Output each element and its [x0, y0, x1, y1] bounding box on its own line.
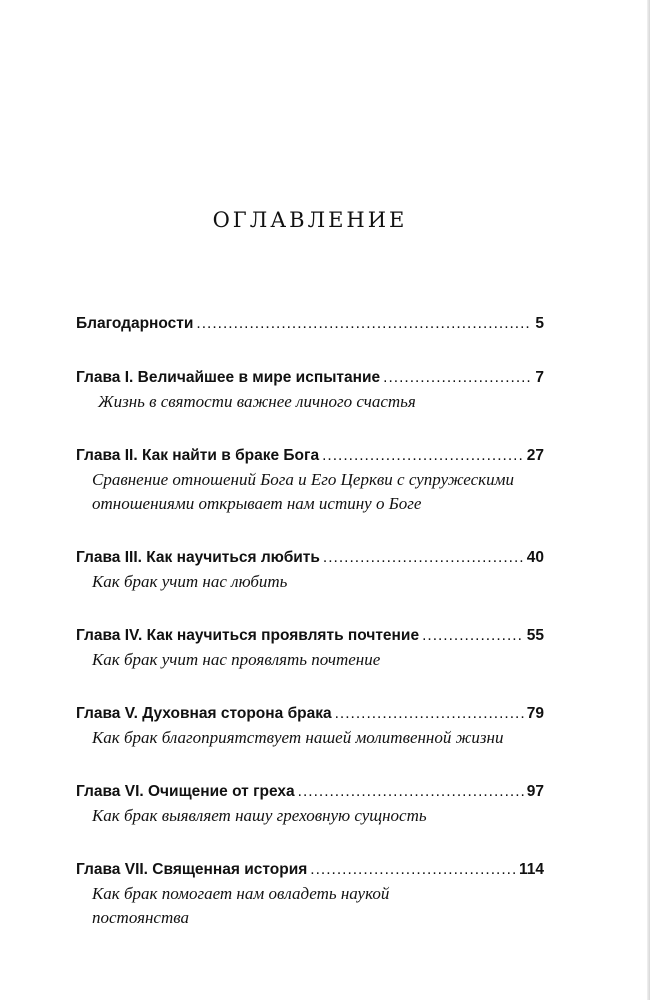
toc-entry-page-number: 40 [526, 549, 544, 566]
toc-entry-chapter-7[interactable] [76, 858, 544, 930]
toc-entry-title: Глава V. Духовная сторона брака [76, 705, 332, 722]
toc-entry-page-number: 7 [535, 369, 544, 386]
table-of-contents [76, 312, 544, 960]
dot-leader [383, 366, 532, 390]
toc-entry-line [76, 624, 544, 648]
toc-entry-title: Глава I. Величайшее в мире испытание [76, 369, 381, 386]
toc-entry-line [76, 780, 544, 804]
toc-entry-page-number: 55 [526, 627, 544, 644]
toc-entry-subtitle: Как брак учит нас проявлять почтение [92, 650, 381, 669]
page-title: ОГЛАВЛЕНИЕ [212, 208, 408, 232]
dot-leader [196, 312, 532, 336]
toc-entry-line [76, 546, 544, 570]
toc-entry-chapter-5[interactable] [76, 702, 544, 750]
toc-entry-subtitle: Сравнение отношений Бога и Его Церкви с супружескими отношениями открывает нам истину о Боге [92, 470, 514, 513]
toc-entry-line [76, 858, 544, 882]
toc-entry-chapter-2[interactable] [76, 444, 544, 516]
dot-leader [298, 780, 524, 804]
toc-entry-page-number: 97 [526, 783, 544, 800]
dot-leader [323, 546, 524, 570]
toc-entry-line [76, 702, 544, 726]
toc-entry-acknowledgements[interactable] [76, 312, 544, 336]
toc-entry-chapter-4[interactable] [76, 624, 544, 672]
toc-entry-chapter-6[interactable] [76, 780, 544, 828]
toc-entry-subtitle: Как брак выявляет нашу греховную сущность [92, 806, 427, 825]
toc-entry-title: Глава IV. Как научиться проявлять почтение [76, 627, 420, 644]
toc-entry-title: Глава VII. Священная история [76, 861, 308, 878]
dot-leader [422, 624, 524, 648]
toc-entry-subtitle: Как брак помогает нам овладеть наукой постоянства [92, 884, 390, 927]
toc-entry-line [76, 312, 544, 336]
dot-leader [310, 858, 516, 882]
toc-entry-page-number: 114 [518, 861, 544, 878]
toc-entry-title: Глава VI. Очищение от греха [76, 783, 295, 800]
toc-entry-chapter-1[interactable] [76, 366, 544, 414]
dot-leader [322, 444, 524, 468]
toc-entry-page-number: 27 [526, 447, 544, 464]
toc-entry-line [76, 444, 544, 468]
toc-entry-subtitle: Как брак благоприятствует нашей молитвенной жизни [92, 728, 504, 747]
toc-entry-title: Благодарности [76, 315, 194, 332]
toc-entry-line [76, 366, 544, 390]
toc-entry-page-number: 5 [535, 315, 544, 332]
toc-entry-page-number: 79 [526, 705, 544, 722]
dot-leader [335, 702, 524, 726]
toc-entry-chapter-3[interactable] [76, 546, 544, 594]
toc-entry-title: Глава II. Как найти в браке Бога [76, 447, 320, 464]
toc-entry-title: Глава III. Как научиться любить [76, 549, 320, 566]
toc-entry-subtitle: Как брак учит нас любить [92, 572, 288, 591]
toc-entry-subtitle: Жизнь в святости важнее личного счастья [98, 392, 416, 411]
